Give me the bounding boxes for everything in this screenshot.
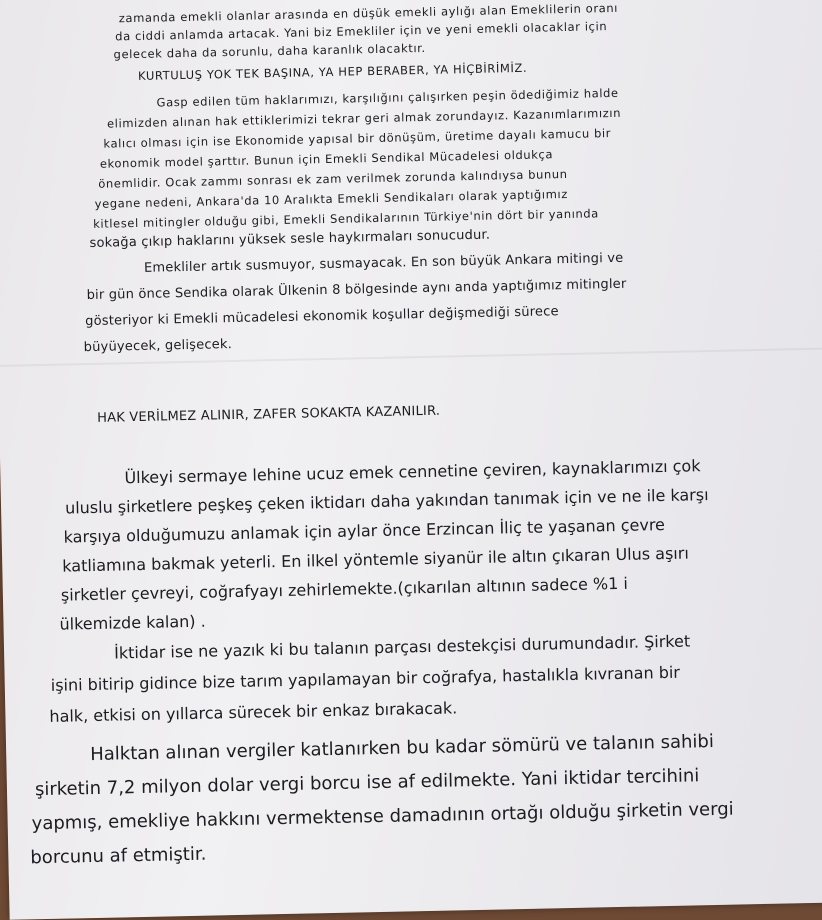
text-line: Halktan alınan vergiler katlanırken bu kadar sömürü ve talanın sahibi <box>90 731 715 766</box>
text-line: işini bitirip gidince bize tarım yapılamayan bir coğrafya, hastalıkla kıvranan bir <box>50 662 681 695</box>
text-line: İktidar ise ne yazık ki bu talanın parçası destekçisi durumundadır. Şirket <box>113 631 691 663</box>
text-line: şirketin 7,2 milyon dolar vergi borcu ise af edilmekte. Yani iktidar tercihini <box>34 765 700 801</box>
slogan-heading: KURTULUŞ YOK TEK BAŞINA, YA HEP BERABER, YA HİÇBİRİMİZ. <box>137 60 528 83</box>
text-line: sokağa çıkıp haklarını yüksek sesle haykırmaları sonucudur. <box>89 227 491 251</box>
text-line: Gasp edilen tüm haklarımızı, karşılığını çalışırken peşin ödediğimiz halde <box>156 85 619 110</box>
text-line: yegane nedeni, Ankara'da 10 Aralıkta Emekli Sendikaları olarak yaptığımız <box>94 186 569 211</box>
text-line: gösteriyor ki Emekli mücadelesi ekonomik koşullar değişmediği sürece <box>85 304 559 330</box>
text-line: ülkemizde kalan) . <box>59 611 206 634</box>
text-line: da ciddi anlamda artacak. Yani biz Emekliler için ve yeni emekli olacaklar için <box>115 19 608 44</box>
text-line: halk, etkisi on yıllarca sürecek bir enkaz bırakacak. <box>49 698 458 726</box>
text-line: uluslu şirketlere peşkeş çeken iktidarı daha yakından tanımak için ve ne ile karşı <box>64 485 709 518</box>
text-line: borcunu af etmiştir. <box>30 843 207 869</box>
text-line: karşıya olduğumuzu anlamak için aylar önce Erzincan İliç te yaşanan çevre <box>63 514 666 547</box>
text-line: zamanda emekli olanlar arasında en düşük emekli aylığı alan Emeklilerin oranı <box>118 0 619 26</box>
text-line: Emekliler artık susmuyor, susmayacak. En son büyük Ankara mitingi ve <box>143 250 624 276</box>
slogan-heading: HAK VERİLMEZ ALINIR, ZAFER SOKAKTA KAZANILIR. <box>97 403 441 426</box>
text-line: kitlesel mitingler olduğu gibi, Emekli Sendikalarının Türkiye'nin dört bir yanında <box>92 206 600 231</box>
text-line: gelecek daha da sorunlu, daha karanlık olacaktır. <box>113 40 426 62</box>
text-line: şirketler çevreyi, coğrafyayı zehirlemekte.(çıkarılan altının sadece %1 i <box>60 573 629 605</box>
text-line: elimizden alınan hak ettiklerimizi tekrar geri almak zorundayız. Kazanımlarımızın <box>106 105 622 131</box>
text-line: katliamına bakmak yeterli. En ilkel yöntemle siyanür ile altın çıkaran Ulus aşırı <box>62 543 689 576</box>
text-line: yapmış, emekliye hakkını vermektense damadının ortağı olduğu şirketin vergi <box>31 798 734 835</box>
text-line: bir gün önce Sendika olarak Ülkenin 8 bölgesinde aynı anda yaptığımız mitingler <box>86 276 627 304</box>
text-line: ekonomik model şarttır. Bunun için Emekli Sendikal Mücadelesi oldukça <box>99 147 554 171</box>
text-line: kalıcı olması için ise Ekonomide yapısal bir dönüşüm, üretime dayalı kamucu bir <box>103 126 612 151</box>
text-line: büyüyecek, gelişecek. <box>83 337 233 356</box>
text-line: önemlidir. Ocak zammı sonrası ek zam verilmek zorunda kalındıysa bunun <box>98 166 568 191</box>
text-line: Ülkeyi sermaye lehine ucuz emek cennetine çeviren, kaynaklarımızı çok <box>124 456 701 488</box>
